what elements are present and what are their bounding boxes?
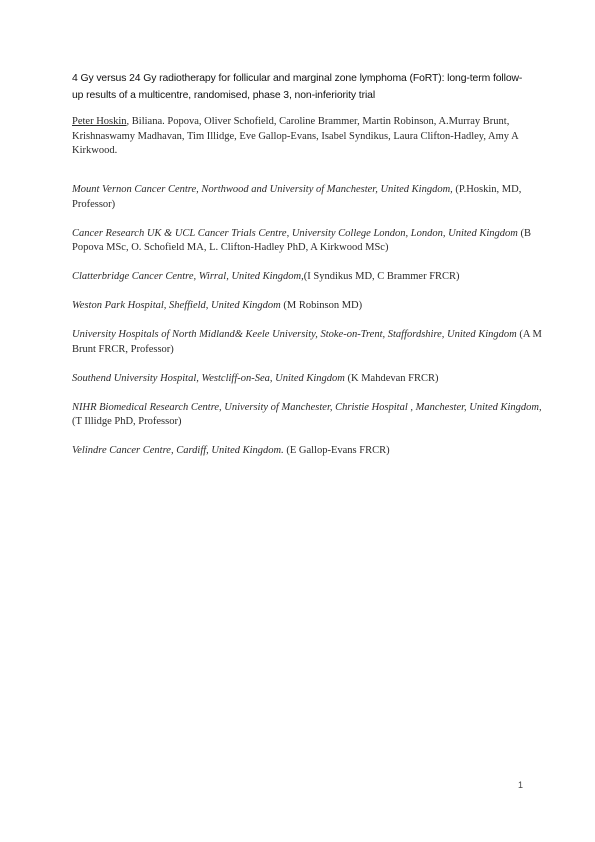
affiliation-institution: Clatterbridge Cancer Centre, Wirral, United Kingdom, [72,271,304,282]
co-authors: , Biliana. Popova, Oliver Schofield, Caroline Brammer, Martin Robinson, A.Murray Brunt, Krishnaswamy Madhavan, Tim Illidge, Eve Gallop-Evans, Isabel Syndikus, Laura Clifton-Hadley, Amy A Kirkwood. [72,116,519,156]
affiliation-people: (I Syndikus MD, C Brammer FRCR) [303,271,460,282]
affiliation-item [72,227,542,256]
affiliation-people: (E Gallop-Evans FRCR) [283,445,390,456]
affiliation-item [72,372,542,387]
affiliation-institution: University Hospitals of North Midland& Keele University, Stoke-on-Trent, Staffordshire, United Kingdom [72,329,517,340]
affiliation-institution: Southend University Hospital, Westcliff-on-Sea, United Kingdom [72,372,345,384]
affiliation-people: (A M Brunt FRCR, Professor) [72,329,542,355]
affiliation-institution: Cancer Research UK & UCL Cancer Trials Centre, University College London, London, United Kingdom [72,227,518,239]
affiliations [72,183,542,473]
affiliation-people: (T Illidge PhD, Professor) [72,416,182,427]
affiliation-item [72,401,542,430]
affiliation-item [72,183,542,212]
affiliation-people: (P.Hoskin, MD, Professor) [72,184,522,210]
affiliation-institution: Velindre Cancer Centre, Cardiff, United Kingdom. [72,445,284,456]
affiliation-institution: NIHR Biomedical Research Centre, University of Manchester, Christie Hospital , Manchester, United Kingdom, [72,401,542,413]
author-list [72,115,532,159]
affiliation-people: (M Robinson MD) [280,300,363,311]
affiliation-institution: Weston Park Hospital, Sheffield, United Kingdom [72,300,281,311]
affiliation-item [72,270,542,285]
affiliation-item [72,444,542,459]
affiliation-item [72,328,542,357]
first-author: Peter Hoskin [72,116,127,127]
affiliation-people: (K Mahdevan FRCR) [344,372,439,384]
affiliation-people: (B Popova MSc, O. Schofield MA, L. Clifton-Hadley PhD, A Kirkwood MSc) [72,227,531,253]
paper-title: 4 Gy versus 24 Gy radiotherapy for follicular and marginal zone lymphoma (FoRT): long-term follow-up results of a multicentre, randomised, phase 3, non-inferiority trial [72,73,523,101]
page-number: 1 [517,780,523,790]
affiliation-item [72,299,542,314]
affiliation-institution: Mount Vernon Cancer Centre, Northwood and University of Manchester, United Kingdom, [72,184,453,195]
